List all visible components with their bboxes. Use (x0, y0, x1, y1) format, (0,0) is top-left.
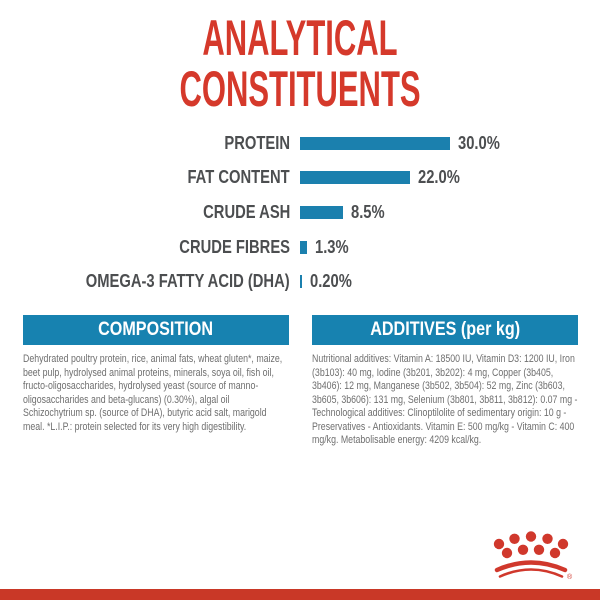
chart-label-fat-content: FAT CONTENT (187, 167, 290, 188)
crown-dots (494, 531, 568, 558)
composition-body: Dehydrated poultry protein, rice, animal fats, wheat gluten*, maize, beet pulp, hydrolysed animal proteins, minerals, soya oil, fish oil, fructo-oligosaccharides, hydrolysed yeast (source of manno-oligosaccharides and beta-glucans) (0.30%), algal oil Schizochytrium sp. (source of DHA), butyric acid salt, marigold meal. *L.I.P.: protein selected for its very high digestibility. (23, 353, 283, 433)
page-title-line-1: ANALYTICAL (202, 10, 398, 66)
bar-protein (300, 137, 450, 150)
chart-label-protein: PROTEIN (224, 132, 290, 153)
chart-row-protein (0, 126, 600, 161)
composition-section (23, 315, 289, 448)
page-title-line-2: CONSTITUENTS (179, 61, 421, 117)
chart-value-crude-ash: 8.5% (350, 201, 385, 222)
chart-value-crude-fibres: 1.3% (314, 236, 349, 257)
chart-value-protein: 30.0% (458, 132, 500, 153)
chart-label-omega3-dha: OMEGA-3 FATTY ACID (DHA) (86, 271, 290, 292)
crown-arc-lower (500, 570, 562, 577)
analytical-constituents-chart (0, 126, 600, 299)
bar-fat-content (300, 171, 410, 184)
chart-label-crude-fibres: CRUDE FIBRES (179, 236, 290, 257)
additives-header: ADDITIVES (per kg) (312, 315, 578, 345)
composition-header: COMPOSITION (23, 315, 289, 345)
page-title (0, 0, 600, 115)
royal-canin-crown-logo (491, 529, 577, 581)
chart-label-crude-ash: CRUDE ASH (202, 201, 290, 222)
bar-crude-ash (300, 206, 343, 219)
bar-omega3-dha (300, 275, 302, 288)
registered-trademark-symbol: ® (567, 574, 573, 581)
chart-row-crude-ash (0, 195, 600, 230)
additives-body: Nutritional additives: Vitamin A: 18500 IU, Vitamin D3: 1200 IU, Iron (3b103): 40 mg, Iodine (3b201, 3b202): 4 mg, Copper (3b405, 3b406): 12 mg, Manganese (3b502, 3b504): 52 mg, Zinc (3b603, 3b605, 3b606): 131 mg, Selenium (3b801, 3b811, 3b812): 0.07 mg - Technological additives: Clinoptilolite of sedimentary origin: 10 g - Preservatives - Antioxidants. Vitamin E: 500 mg/kg - Vitamin C: 400 mg/kg. Metabolisable energy: 4209 kcal/kg. (312, 353, 578, 446)
chart-value-omega3-dha: 0.20% (309, 271, 352, 292)
chart-row-omega3-dha (0, 264, 600, 299)
bar-crude-fibres (300, 241, 307, 254)
chart-row-fat-content (0, 161, 600, 196)
info-columns (23, 315, 578, 448)
chart-row-crude-fibres (0, 230, 600, 265)
chart-value-fat-content: 22.0% (418, 167, 460, 188)
additives-section (312, 315, 578, 448)
bottom-red-band (0, 589, 600, 600)
